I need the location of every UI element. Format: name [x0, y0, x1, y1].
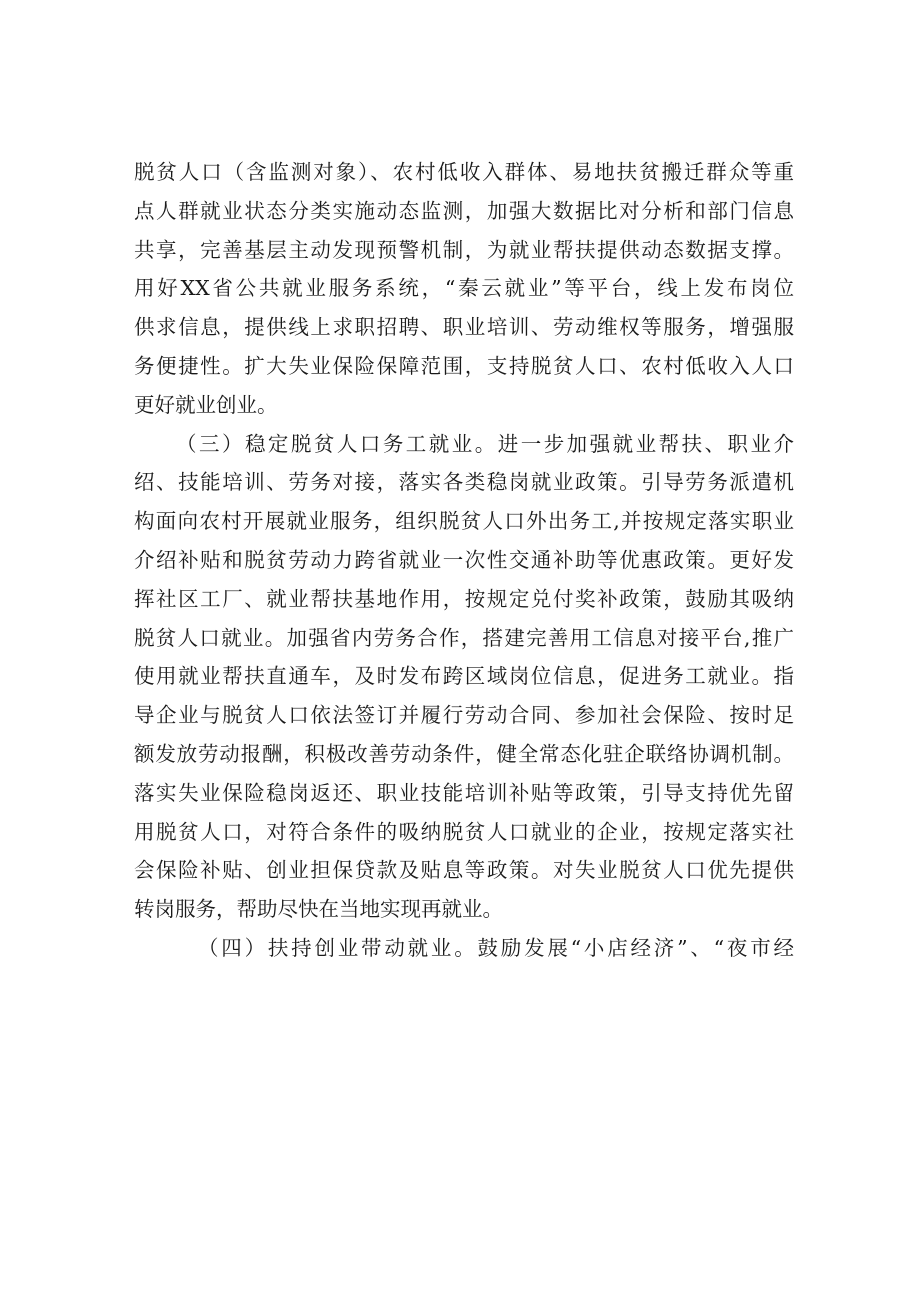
text-line: 导企业与脱贫人口依法签订并履行劳动合同、参加社会保险、按时足: [134, 703, 794, 728]
text-line: 额发放劳动报酬，积极改善劳动条件，健全常态化驻企联络协调机制。: [134, 741, 794, 766]
text-line: 用脱贫人口，对符合条件的吸纳脱贫人口就业的企业，按规定落实社: [134, 819, 794, 844]
text-line: 会保险补贴、创业担保贷款及贴息等政策。对失业脱贫人口优先提供: [134, 858, 794, 883]
section-3-heading-line: （三）稳定脱贫人口务工就业。进一步加强就业帮扶、职业介: [176, 431, 794, 456]
paragraph-section-3: [134, 425, 794, 929]
paragraph-section-4: [134, 929, 794, 968]
text-line: 使用就业帮扶直通车，及时发布跨区域岗位信息，促进务工就业。指: [134, 664, 794, 689]
text-line: 更好就业创业。: [134, 392, 278, 417]
paragraph-continuation: [134, 153, 794, 425]
text-line: 绍、技能培训、劳务对接，落实各类稳岗就业政策。引导劳务派遣机: [134, 470, 794, 495]
section-4-heading-line: （四）扶持创业带动就业。鼓励发展“小店经济”、“夜市经: [198, 935, 794, 960]
text-line: 务便捷性。扩大失业保险保障范围，支持脱贫人口、农村低收入人口: [134, 353, 794, 378]
text-line: 落实失业保险稳岗返还、职业技能培训补贴等政策，引导支持优先留: [134, 780, 794, 805]
document-body: [134, 153, 794, 968]
text-line: 转岗服务，帮助尽快在当地实现再就业。: [134, 897, 503, 922]
text-line: 用好XX省公共就业服务系统，“秦云就业”等平台，线上发布岗位: [134, 276, 794, 301]
text-line: 挥社区工厂、就业帮扶基地作用，按规定兑付奖补政策，鼓励其吸纳: [134, 586, 794, 611]
text-line: 构面向农村开展就业服务，组织脱贫人口外出务工,并按规定落实职业: [134, 509, 794, 534]
text-line: 脱贫人口就业。加强省内劳务合作，搭建完善用工信息对接平台,推广: [134, 625, 794, 650]
text-line: 共享，完善基层主动发现预警机制，为就业帮扶提供动态数据支撑。: [134, 237, 794, 262]
text-line: 介绍补贴和脱贫劳动力跨省就业一次性交通补助等优惠政策。更好发: [134, 547, 794, 572]
text-line: 点人群就业状态分类实施动态监测，加强大数据比对分析和部门信息: [134, 198, 794, 223]
text-line: 脱贫人口（含监测对象）、农村低收入群体、易地扶贫搬迁群众等重: [134, 160, 794, 184]
text-line: 供求信息，提供线上求职招聘、职业培训、劳动维权等服务，增强服: [134, 315, 794, 340]
